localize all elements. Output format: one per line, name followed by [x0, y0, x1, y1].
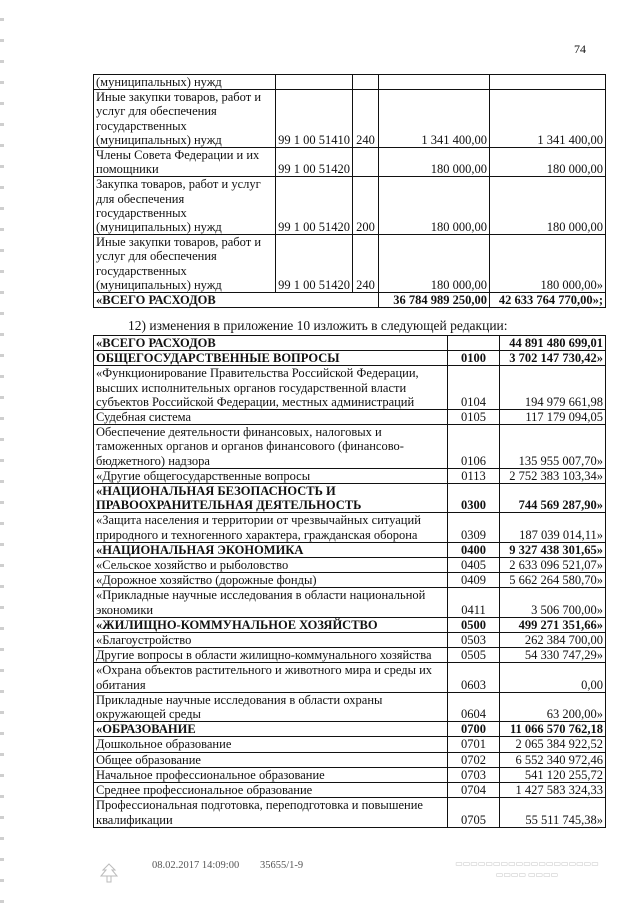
expense-name-cell: Члены Совета Федерации и их помощники	[94, 148, 276, 177]
section-amount-cell: 11 066 570 762,18	[500, 722, 606, 737]
table-row	[94, 783, 606, 798]
section-amount-cell: 499 271 351,66»	[500, 617, 606, 632]
section-name-cell: «Функционирование Правительства Российской Федерации, высших исполнительных органов государственной власти субъектов Российской Федерации, местных администраций	[94, 366, 448, 410]
amount-2018-cell: 180 000,00»	[490, 235, 606, 293]
section-code-cell: 0702	[448, 752, 500, 767]
section-name-cell: «Охрана объектов растительного и животного мира и среды их обитания	[94, 663, 448, 692]
table-row	[94, 648, 606, 663]
section-amount-cell: 55 511 745,38»	[500, 798, 606, 827]
table-row	[94, 588, 606, 617]
section-code-cell: 0100	[448, 351, 500, 366]
total-row	[94, 293, 606, 308]
section-name-cell: «Дорожное хозяйство (дорожные фонды)	[94, 573, 448, 588]
electronic-signature-stamp: ▭▭▭▭▭▭▭▭▭▭▭▭▭▭▭▭▭▭▭ ▭▭▭▭ ▭▭▭▭	[455, 859, 599, 879]
target-code-cell: 99 1 00 51420	[276, 235, 353, 293]
amendment-intro: 12) изменения в приложение 10 изложить в следующей редакции:	[128, 318, 508, 333]
section-amount-cell: 2 752 383 103,34»	[500, 468, 606, 483]
section-name-cell: Среднее профессиональное образование	[94, 783, 448, 798]
section-amount-cell: 117 179 094,05	[500, 410, 606, 425]
amount-2018-cell: 180 000,00	[490, 148, 606, 177]
total-amount-2018: 42 633 764 770,00»;	[490, 293, 606, 308]
table-row	[94, 737, 606, 752]
table-row	[94, 513, 606, 542]
expense-type-cell: 240	[353, 90, 379, 148]
section-amount-cell: 3 506 700,00»	[500, 588, 606, 617]
section-amount-cell: 2 633 096 521,07»	[500, 558, 606, 573]
table-row	[94, 542, 606, 557]
table-row	[94, 468, 606, 483]
expense-name-cell: Закупка товаров, работ и услуг для обеспечения государственных (муниципальных) нужд	[94, 177, 276, 235]
expense-name-cell: Иные закупки товаров, работ и услуг для обеспечения государственных (муниципальных) нужд	[94, 235, 276, 293]
table-row	[94, 617, 606, 632]
table-row	[94, 425, 606, 469]
section-code-cell: 0400	[448, 542, 500, 557]
table-row	[94, 558, 606, 573]
section-code-cell: 0300	[448, 484, 500, 513]
section-name-cell: «ОБРАЗОВАНИЕ	[94, 722, 448, 737]
table-row	[94, 752, 606, 767]
table-row	[94, 90, 606, 148]
section-amount-cell: 262 384 700,00	[500, 633, 606, 648]
section-code-cell: 0500	[448, 617, 500, 632]
section-name-cell: Дошкольное образование	[94, 737, 448, 752]
section-code-cell: 0701	[448, 737, 500, 752]
section-amount-cell: 135 955 007,70»	[500, 425, 606, 469]
table-row	[94, 351, 606, 366]
section-code-cell: 0105	[448, 410, 500, 425]
section-amount-cell: 187 039 014,11»	[500, 513, 606, 542]
section-code-cell	[448, 336, 500, 351]
section-name-cell: «Сельское хозяйство и рыболовство	[94, 558, 448, 573]
section-name-cell: «Защита населения и территории от чрезвычайных ситуаций природного и техногенного характера, гражданская оборона	[94, 513, 448, 542]
expense-name-cell: (муниципальных) нужд	[94, 75, 276, 90]
table-row	[94, 148, 606, 177]
target-code-cell: 99 1 00 51420	[276, 177, 353, 235]
table-row	[94, 336, 606, 351]
section-code-cell: 0604	[448, 692, 500, 721]
footer-datetime: 08.02.2017 14:09:00	[152, 860, 240, 871]
table-row	[94, 573, 606, 588]
section-amount-cell: 1 427 583 324,33	[500, 783, 606, 798]
emblem-icon	[98, 862, 120, 884]
table-row	[94, 484, 606, 513]
section-code-cell: 0409	[448, 573, 500, 588]
section-amount-cell: 744 569 287,90»	[500, 484, 606, 513]
section-name-cell: Общее образование	[94, 752, 448, 767]
section-code-cell: 0309	[448, 513, 500, 542]
section-code-cell: 0503	[448, 633, 500, 648]
amount-2017-cell: 180 000,00	[379, 177, 490, 235]
section-name-cell: «Прикладные научные исследования в области национальной экономики	[94, 588, 448, 617]
appendix-10-table	[93, 335, 606, 828]
section-code-cell: 0411	[448, 588, 500, 617]
section-amount-cell: 541 120 255,72	[500, 767, 606, 782]
table-row	[94, 410, 606, 425]
section-amount-cell: 0,00	[500, 663, 606, 692]
section-amount-cell: 3 702 147 730,42»	[500, 351, 606, 366]
footer-doc-id: 35655/1-9	[260, 860, 304, 871]
section-name-cell: Начальное профессиональное образование	[94, 767, 448, 782]
section-name-cell: Прикладные научные исследования в области охраны окружающей среды	[94, 692, 448, 721]
total-label: «ВСЕГО РАСХОДОВ	[94, 293, 379, 308]
section-amount-cell: 194 979 661,98	[500, 366, 606, 410]
section-amount-cell: 6 552 340 972,46	[500, 752, 606, 767]
expense-type-cell: 200	[353, 177, 379, 235]
table-row	[94, 722, 606, 737]
table-row	[94, 692, 606, 721]
expense-type-cell	[353, 148, 379, 177]
amount-2017-cell: 180 000,00	[379, 235, 490, 293]
scan-edge	[0, 0, 4, 905]
expense-type-cell	[353, 75, 379, 90]
section-code-cell: 0405	[448, 558, 500, 573]
section-code-cell: 0106	[448, 425, 500, 469]
section-name-cell: ОБЩЕГОСУДАРСТВЕННЫЕ ВОПРОСЫ	[94, 351, 448, 366]
amount-2018-cell: 1 341 400,00	[490, 90, 606, 148]
target-code-cell	[276, 75, 353, 90]
table-row	[94, 177, 606, 235]
amount-2018-cell	[490, 75, 606, 90]
section-amount-cell: 44 891 480 699,01	[500, 336, 606, 351]
section-code-cell: 0704	[448, 783, 500, 798]
amount-2017-cell: 180 000,00	[379, 148, 490, 177]
section-amount-cell: 9 327 438 301,65»	[500, 542, 606, 557]
table-row	[94, 75, 606, 90]
section-code-cell: 0505	[448, 648, 500, 663]
expense-type-cell: 240	[353, 235, 379, 293]
section-code-cell: 0104	[448, 366, 500, 410]
section-name-cell: «Благоустройство	[94, 633, 448, 648]
target-code-cell: 99 1 00 51410	[276, 90, 353, 148]
section-name-cell: Обеспечение деятельности финансовых, налоговых и таможенных органов и органов финансового (финансово-бюджетного) надзора	[94, 425, 448, 469]
amount-2017-cell: 1 341 400,00	[379, 90, 490, 148]
section-name-cell: «НАЦИОНАЛЬНАЯ ЭКОНОМИКА	[94, 542, 448, 557]
table-row	[94, 798, 606, 827]
target-code-cell: 99 1 00 51420	[276, 148, 353, 177]
section-code-cell: 0703	[448, 767, 500, 782]
section-amount-cell: 5 662 264 580,70»	[500, 573, 606, 588]
expense-name-cell: Иные закупки товаров, работ и услуг для обеспечения государственных (муниципальных) нужд	[94, 90, 276, 148]
section-name-cell: Профессиональная подготовка, переподготовка и повышение квалификации	[94, 798, 448, 827]
total-amount-2017: 36 784 989 250,00	[379, 293, 490, 308]
table-row	[94, 767, 606, 782]
table-row	[94, 633, 606, 648]
section-code-cell: 0700	[448, 722, 500, 737]
section-amount-cell: 2 065 384 922,52	[500, 737, 606, 752]
section-code-cell: 0705	[448, 798, 500, 827]
section-name-cell: Судебная система	[94, 410, 448, 425]
section-code-cell: 0603	[448, 663, 500, 692]
section-amount-cell: 54 330 747,29»	[500, 648, 606, 663]
page-number: 74	[574, 42, 586, 56]
table-row	[94, 235, 606, 293]
section-amount-cell: 63 200,00»	[500, 692, 606, 721]
section-name-cell: «НАЦИОНАЛЬНАЯ БЕЗОПАСНОСТЬ И ПРАВООХРАНИТЕЛЬНАЯ ДЕЯТЕЛЬНОСТЬ	[94, 484, 448, 513]
table-row	[94, 366, 606, 410]
section-name-cell: «Другие общегосударственные вопросы	[94, 468, 448, 483]
amount-2018-cell: 180 000,00	[490, 177, 606, 235]
amount-2017-cell	[379, 75, 490, 90]
section-name-cell: «ВСЕГО РАСХОДОВ	[94, 336, 448, 351]
table-row	[94, 663, 606, 692]
section-name-cell: «ЖИЛИЩНО-КОММУНАЛЬНОЕ ХОЗЯЙСТВО	[94, 617, 448, 632]
section-name-cell: Другие вопросы в области жилищно-коммунального хозяйства	[94, 648, 448, 663]
section-code-cell: 0113	[448, 468, 500, 483]
expenses-table-continued	[93, 74, 606, 308]
